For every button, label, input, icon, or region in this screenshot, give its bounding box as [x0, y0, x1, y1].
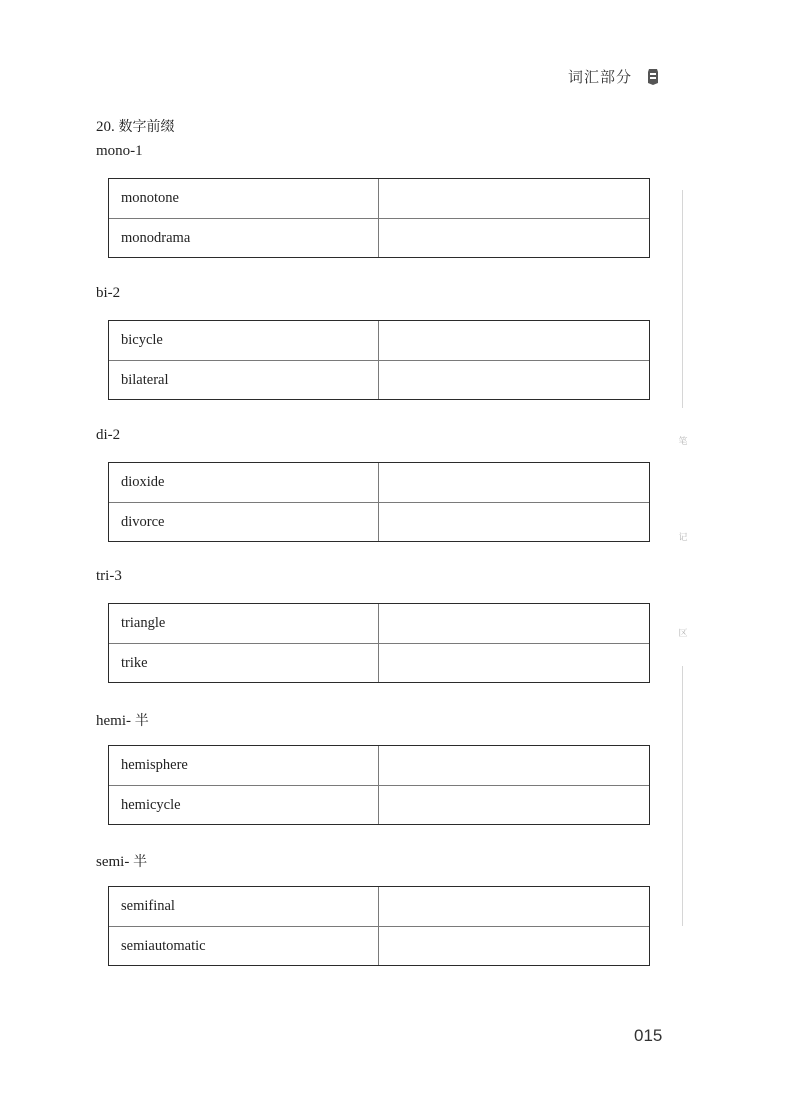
- pencil-stamp-icon: [646, 68, 660, 86]
- prefix-label: [96, 710, 149, 730]
- prefix-text: di-2: [96, 427, 121, 443]
- word-cell: trike: [109, 644, 379, 682]
- notes-label-char: 笔: [678, 437, 688, 447]
- notes-divider-top: [682, 190, 683, 408]
- word-cell: monodrama: [109, 219, 379, 257]
- section-title: [96, 116, 175, 136]
- answer-cell[interactable]: [379, 786, 649, 824]
- answer-cell[interactable]: [379, 644, 649, 682]
- page-number: 015: [634, 1026, 663, 1045]
- answer-cell[interactable]: [379, 179, 649, 218]
- table-row: [109, 463, 649, 502]
- word-cell: hemisphere: [109, 746, 379, 785]
- word-cell: bicycle: [109, 321, 379, 360]
- section-heading: 数字前缀: [118, 119, 175, 135]
- section-number: 20.: [96, 119, 115, 135]
- word-table: [108, 462, 650, 542]
- prefix-text: hemi-: [96, 713, 135, 729]
- table-row: [109, 360, 649, 399]
- table-row: [109, 179, 649, 218]
- table-row: [109, 604, 649, 643]
- notes-label-char: 记: [678, 533, 688, 543]
- chapter-title: 词汇部分: [568, 68, 633, 86]
- word-cell: semiautomatic: [109, 927, 379, 965]
- word-cell: triangle: [109, 604, 379, 643]
- answer-cell[interactable]: [379, 503, 649, 541]
- answer-cell[interactable]: [379, 887, 649, 926]
- answer-cell[interactable]: [379, 604, 649, 643]
- word-table: [108, 745, 650, 825]
- word-table: [108, 603, 650, 683]
- prefix-label: [96, 143, 143, 160]
- prefix-gloss: 半: [133, 854, 148, 870]
- word-cell: hemicycle: [109, 786, 379, 824]
- word-cell: bilateral: [109, 361, 379, 399]
- table-row: [109, 502, 649, 541]
- prefix-text: mono-1: [96, 143, 143, 159]
- word-cell: divorce: [109, 503, 379, 541]
- prefix-label: [96, 568, 122, 585]
- notes-divider-bottom: [682, 666, 683, 926]
- answer-cell[interactable]: [379, 746, 649, 785]
- prefix-label: [96, 851, 147, 871]
- prefix-label: [96, 427, 120, 444]
- table-row: [109, 643, 649, 682]
- notes-label-char: 区: [678, 629, 688, 639]
- prefix-text: tri-3: [96, 568, 122, 584]
- answer-cell[interactable]: [379, 927, 649, 965]
- word-table: [108, 886, 650, 966]
- word-cell: monotone: [109, 179, 379, 218]
- word-table: [108, 178, 650, 258]
- prefix-label: [96, 285, 120, 302]
- prefix-text: bi-2: [96, 285, 121, 301]
- answer-cell[interactable]: [379, 463, 649, 502]
- table-row: [109, 321, 649, 360]
- word-cell: dioxide: [109, 463, 379, 502]
- answer-cell[interactable]: [379, 321, 649, 360]
- word-table: [108, 320, 650, 400]
- answer-cell[interactable]: [379, 361, 649, 399]
- prefix-gloss: 半: [134, 713, 149, 729]
- answer-cell[interactable]: [379, 219, 649, 257]
- table-row: [109, 785, 649, 824]
- table-row: [109, 887, 649, 926]
- word-cell: semifinal: [109, 887, 379, 926]
- prefix-text: semi-: [96, 854, 134, 870]
- table-row: [109, 218, 649, 257]
- table-row: [109, 746, 649, 785]
- table-row: [109, 926, 649, 965]
